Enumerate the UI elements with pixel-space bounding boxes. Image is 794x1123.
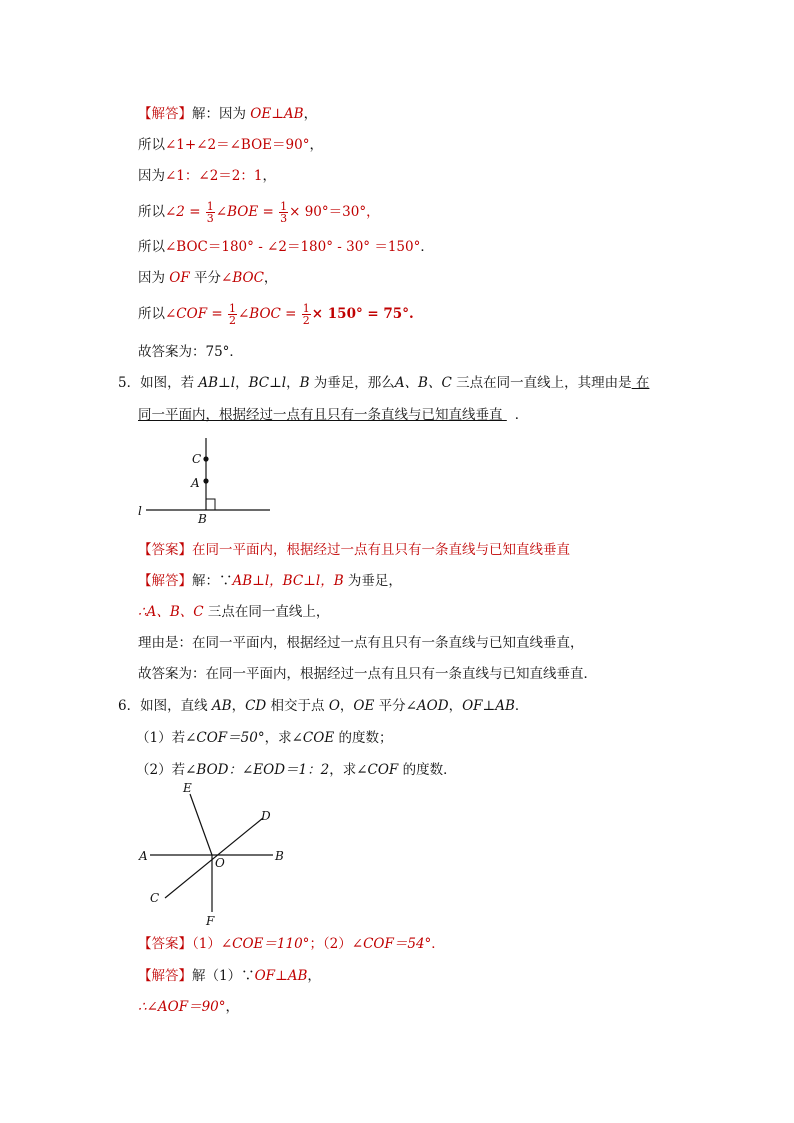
fraction: $\frac{1}{2}$ [228,302,236,327]
p4-solution-line-2: 所以∠1+∠2＝∠BOE＝90°， [138,137,323,153]
label-l: l [138,504,142,518]
solution-label: 【解答】 [138,573,192,589]
p4-solution-line-1: 【解答】解：因为 OE⊥AB， [138,106,318,122]
q6-solution-line-1: 【解答】解（1）∵OF⊥AB， [138,968,321,984]
label-a: A [191,476,200,490]
p4-solution-line-3: 因为∠1：∠2＝2：1， [138,168,276,184]
label-f: F [206,914,215,928]
q5-figure [138,435,278,530]
fraction: $\frac{1}{2}$ [302,302,310,327]
solution-label: 【解答】 [138,106,192,122]
point-c [203,456,208,461]
right-angle-mark [206,499,215,510]
p4-solution-line-6: 因为 OF 平分∠BOC， [138,270,278,286]
p4-solution-line-8: 故答案为：75°． [138,344,243,360]
q5-solution-line-1: 【解答】解：∵AB⊥l，BC⊥l，B 为垂足， [138,573,402,589]
label-c: C [150,891,160,905]
q6-solution-line-2: ∴∠AOF＝90°， [138,999,240,1015]
ray-oe [190,794,212,855]
line-cd [165,818,263,898]
question-number: 6． [118,698,141,714]
label-d: D [261,809,271,823]
label-o: O [215,856,225,870]
label-c: C [192,452,202,466]
point-a [203,478,208,483]
p4-solution-line-4: 所以∠2 = $\frac{1}{3}$ ∠BOE = $\frac{1}{3}$ × 90°＝30°， [138,200,380,225]
solution-label: 【解答】 [138,968,192,984]
label-a: A [139,849,148,863]
answer-label: 【答案】 [138,936,192,952]
question-number: 5． [118,375,141,391]
answer-blank: 同一平面内，根据经过一点有且只有一条直线与已知直线垂直 [138,407,507,423]
answer-blank: 在 [631,375,650,391]
p4-solution-line-7: 所以∠COF = $\frac{1}{2}$ ∠BOC = $\frac{1}{2}$ × 150° = 75°. [138,302,414,327]
q5-statement-line-1: 5．如图，若 AB⊥l，BC⊥l，B 为垂足，那么A、B、C 三点在同一直线上，其理由是 在 [118,375,650,391]
q6-answer: 【答案】（1）∠COE＝110°；（2）∠COF＝54°． [138,936,445,952]
q5-solution-line-2: ∴A、B、C 三点在同一直线上， [138,604,330,620]
q5-answer: 【答案】在同一平面内，根据经过一点有且只有一条直线与已知直线垂直 [138,542,570,558]
label-e: E [183,781,192,795]
q6-subquestion-2: （2）若∠BOD：∠EOD＝1：2，求∠COF 的度数． [136,762,457,778]
q5-statement-line-2: 同一平面内，根据经过一点有且只有一条直线与已知直线垂直 ． [138,407,529,423]
q6-subquestion-1: （1）若∠COF＝50°，求∠COE 的度数； [136,730,393,746]
q6-statement: 6．如图，直线 AB，CD 相交于点 O，OE 平分∠AOD，OF⊥AB． [118,698,529,714]
q5-solution-line-3: 理由是：在同一平面内，根据经过一点有且只有一条直线与已知直线垂直， [138,635,584,651]
p4-solution-line-5: 所以∠BOC＝180° - ∠2＝180° - 30° ＝150°． [138,239,434,255]
q6-figure [135,780,295,930]
fraction: $\frac{1}{3}$ [206,200,214,225]
fraction: $\frac{1}{3}$ [280,200,288,225]
label-b: B [275,849,284,863]
q5-solution-line-4: 故答案为：在同一平面内，根据经过一点有且只有一条直线与已知直线垂直． [138,666,597,682]
answer-label: 【答案】 [138,542,192,558]
label-b: B [198,512,207,526]
